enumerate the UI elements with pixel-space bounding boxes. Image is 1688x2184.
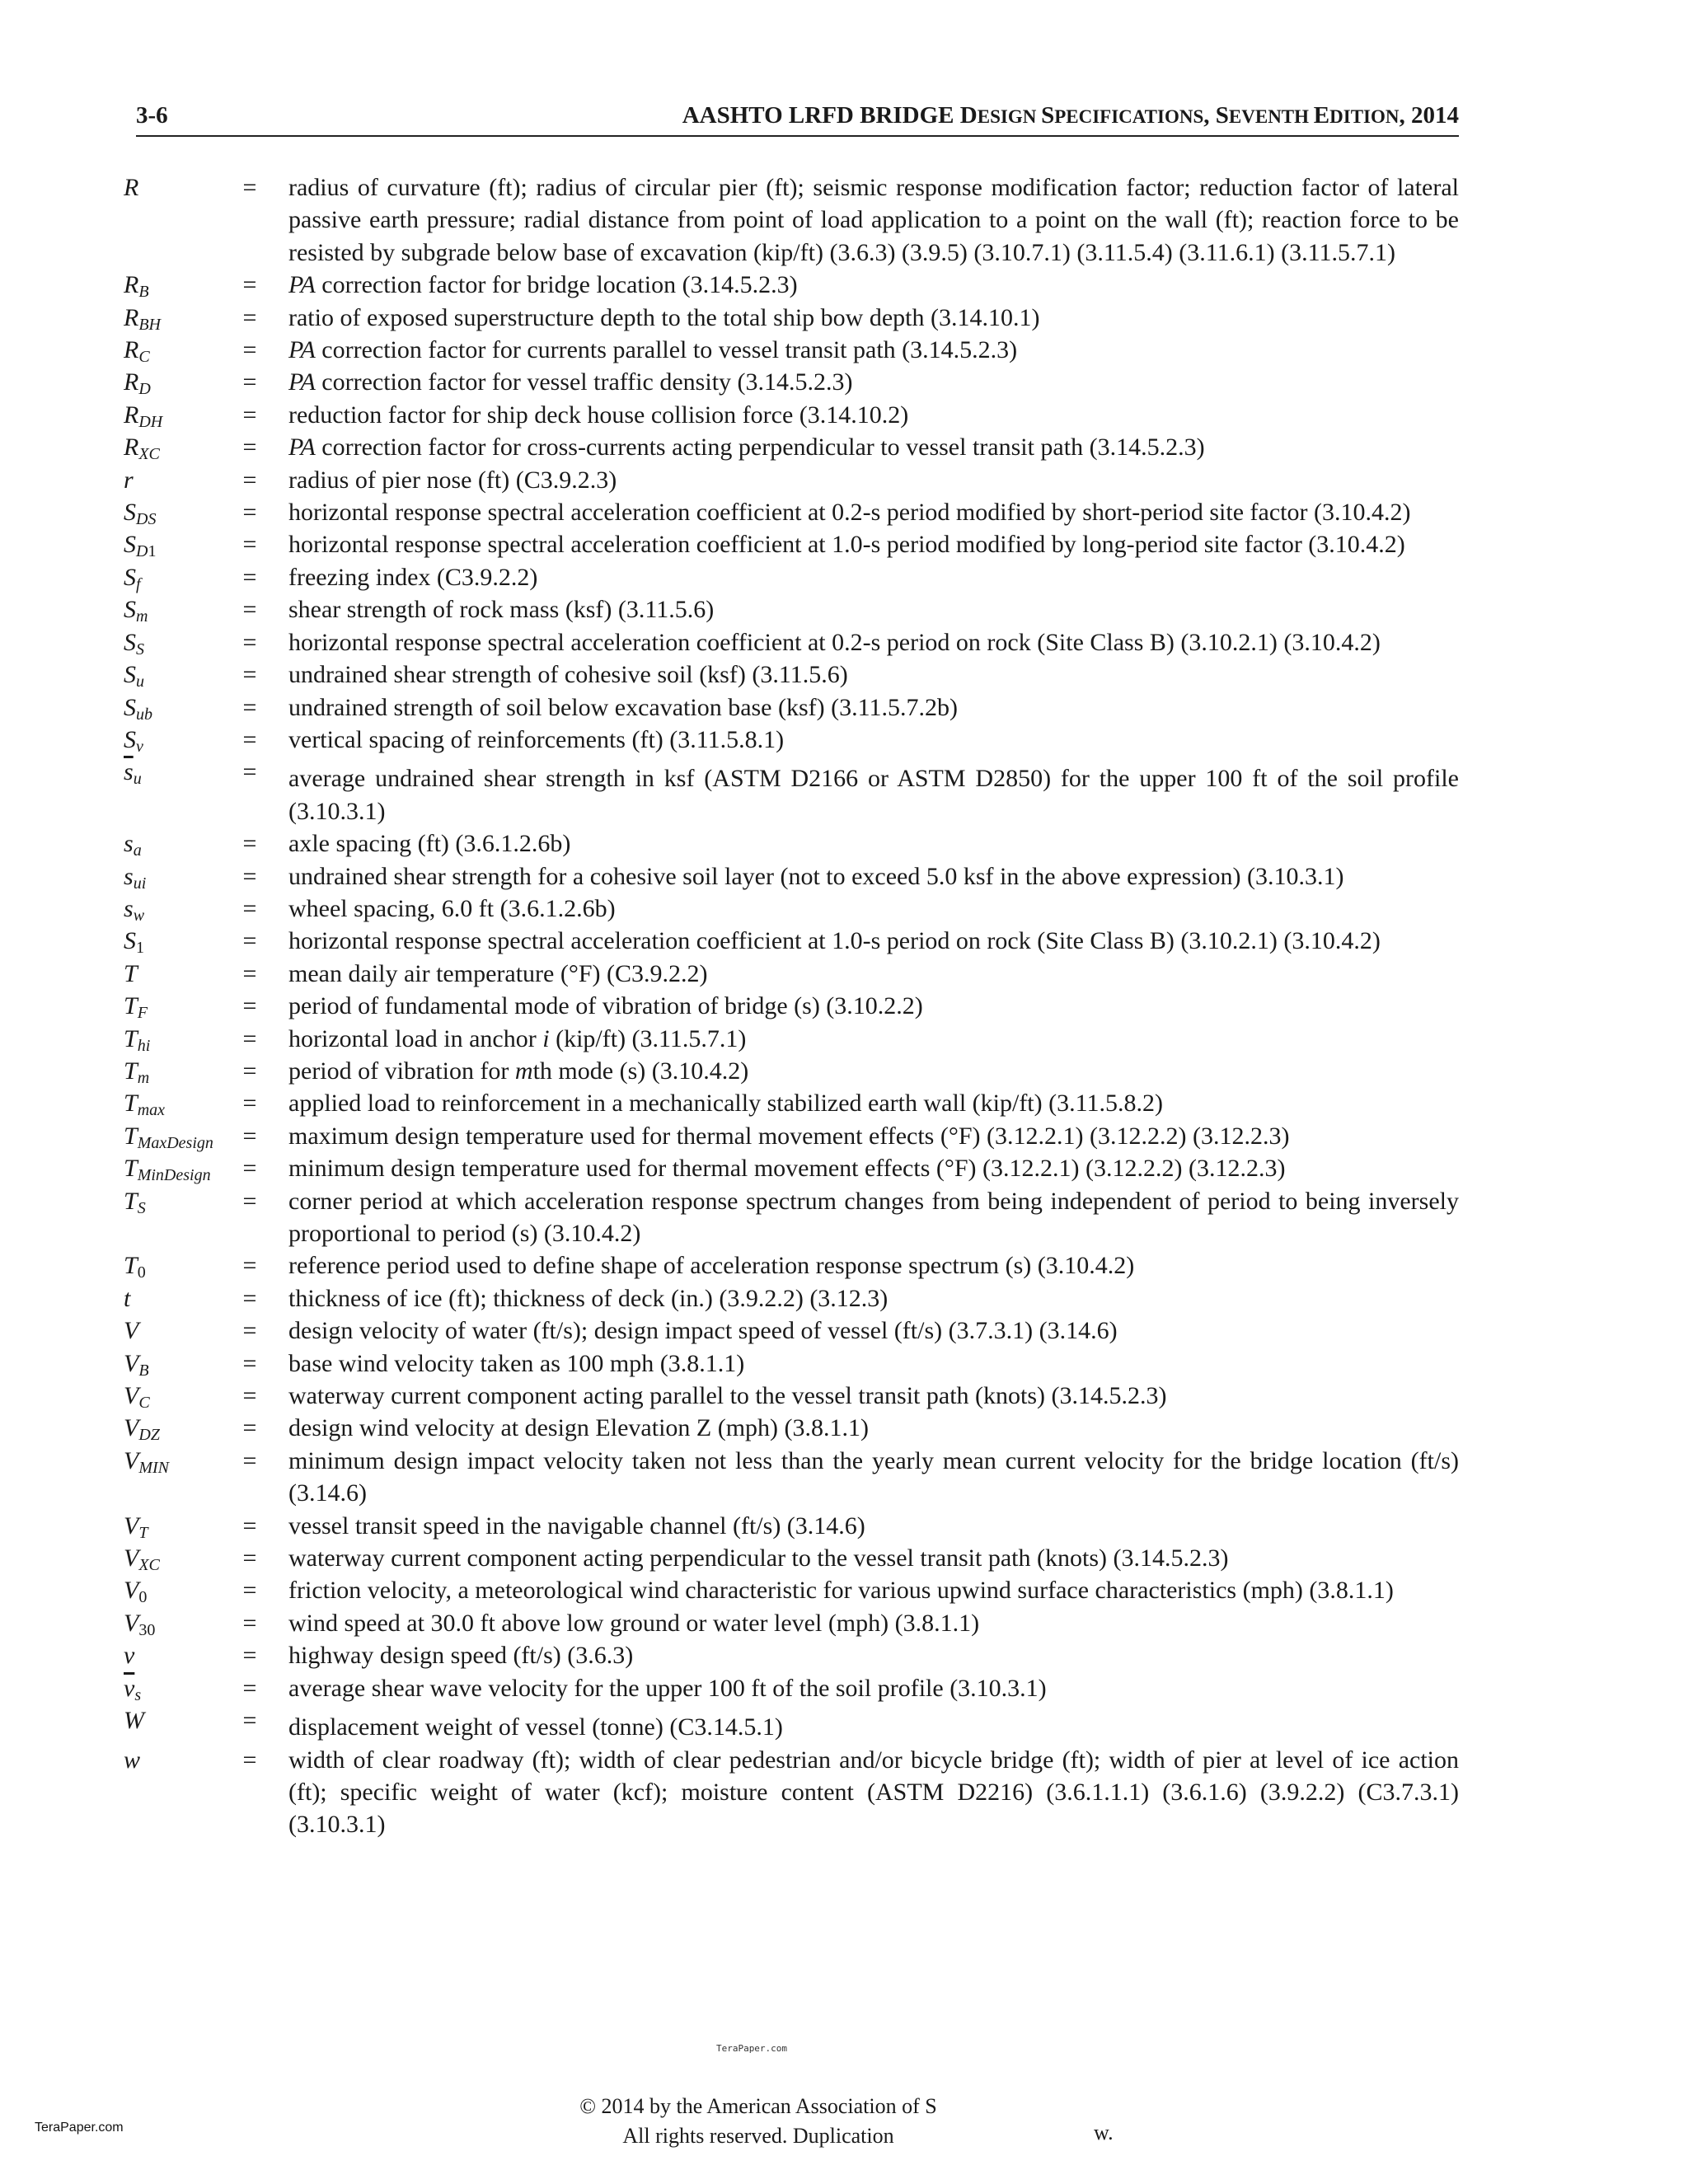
definition-text: PA correction factor for vessel traffic density (3.14.5.2.3): [288, 368, 853, 396]
equals-sign: =: [242, 1122, 257, 1150]
definition-row: [124, 464, 1459, 496]
definition-row: [124, 1542, 1459, 1574]
symbol: T: [124, 959, 138, 987]
definition-row: [124, 1380, 1459, 1412]
symbol: $T_{hi}$: [124, 1024, 151, 1055]
definition-row: [124, 1120, 1459, 1152]
symbol: $T_0$: [124, 1252, 146, 1282]
definition-row: [124, 366, 1459, 398]
definition-row: [124, 1607, 1459, 1639]
equals-sign: =: [242, 1609, 257, 1637]
symbol: $S_1$: [124, 927, 144, 958]
definition-row: [124, 528, 1459, 560]
symbol: $T_m$: [124, 1057, 150, 1087]
definition-row: [124, 1510, 1459, 1542]
definition-row: [124, 431, 1459, 463]
equals-sign: =: [242, 1674, 257, 1702]
symbol: $V_{DZ}$: [124, 1414, 160, 1445]
definition-text: radius of curvature (ft); radius of circular pier (ft); seismic response modification factor; reduction factor of lateral passive earth pressure; radial distance from point of load application to a point on the wall (ft); reaction force to be resisted by subgrade below base of excavation (kip/ft) (3.6.3) (3.9.5) (3.10.7.1) (3.11.5.4) (3.11.6.1) (3.11.5.7.1): [288, 174, 1459, 266]
definition-text: corner period at which acceleration response spectrum changes from being independent of period to being inversely proportional to period (s) (3.10.4.2): [288, 1187, 1459, 1247]
definition-row: [124, 269, 1459, 301]
definition-text: minimum design temperature used for thermal movement effects (°F) (3.12.2.1) (3.12.2.2) (3.12.2.3): [288, 1155, 1286, 1183]
symbol: $T_F$: [124, 992, 148, 1023]
equals-sign: =: [242, 862, 257, 890]
symbol: $V_T$: [124, 1511, 148, 1542]
equals-sign: =: [242, 563, 257, 591]
symbol: t: [124, 1284, 131, 1312]
definition-text: horizontal response spectral acceleration coefficient at 1.0-s period on rock (Site Class B) (3.10.2.1) (3.10.4.2): [288, 927, 1381, 955]
equals-sign: =: [242, 1642, 257, 1670]
equals-sign: =: [242, 1414, 257, 1442]
definition-row: [124, 827, 1459, 860]
symbol: W: [124, 1707, 144, 1735]
definition-text: PA correction factor for currents parallel to vessel transit path (3.14.5.2.3): [288, 336, 1018, 364]
symbol: $V_{MIN}$: [124, 1446, 169, 1477]
equals-sign: =: [242, 992, 257, 1020]
equals-sign: =: [242, 1284, 257, 1312]
symbol: w: [124, 1746, 141, 1774]
symbol: $\overline{v}_s$: [124, 1674, 142, 1704]
equals-sign: =: [242, 1090, 257, 1118]
definition-text: width of clear roadway (ft); width of clear pedestrian and/or bicycle bridge (ft); width of pier at level of ice action (ft); specific weight of water (kcf); moisture content (ASTM D2216) (3.6.1.1.1) (3.6.1.6) (3.9.2.2) (C3.7.3.1) (3.10.3.1): [288, 1746, 1459, 1839]
equals-sign: =: [242, 959, 257, 987]
symbol: $V_{30}$: [124, 1609, 156, 1639]
equals-sign: =: [242, 1057, 257, 1085]
definition-row: [124, 1574, 1459, 1606]
definition-text: average shear wave velocity for the upper 100 ft of the soil profile (3.10.3.1): [288, 1674, 1047, 1702]
symbol: $S_u$: [124, 661, 144, 691]
definition-text: horizontal response spectral acceleration coefficient at 1.0-s period modified by long-period site factor (3.10.4.2): [288, 531, 1405, 559]
definition-text: applied load to reinforcement in a mechanically stabilized earth wall (kip/ft) (3.11.5.8.2): [288, 1090, 1164, 1118]
copyright-footer: [247, 2092, 1269, 2151]
symbol: $s_a$: [124, 830, 142, 860]
definition-row: [124, 593, 1459, 626]
definition-text: wind speed at 30.0 ft above low ground or water level (mph) (3.8.1.1): [288, 1609, 980, 1637]
definition-text: undrained shear strength for a cohesive soil layer (not to exceed 5.0 ksf in the above expression) (3.10.3.1): [288, 862, 1344, 890]
definition-text: reference period used to define shape of acceleration response spectrum (s) (3.10.4.2): [288, 1252, 1135, 1280]
symbol: $T_{max}$: [124, 1090, 166, 1120]
definition-row: [124, 1152, 1459, 1184]
equals-sign: =: [242, 725, 257, 753]
definition-text: horizontal response spectral acceleration coefficient at 0.2-s period on rock (Site Class B) (3.10.2.1) (3.10.4.2): [288, 628, 1381, 656]
symbol: $V_{XC}$: [124, 1544, 160, 1575]
page-header: [136, 99, 1459, 137]
page-number: 3-6: [136, 102, 168, 129]
definition-text: average undrained shear strength in ksf (ASTM D2166 or ASTM D2850) for the upper 100 ft of the soil profile (3.10.3.1): [288, 765, 1459, 825]
equals-sign: =: [242, 1707, 257, 1735]
definition-row: [124, 1672, 1459, 1704]
definition-text: design velocity of water (ft/s); design impact speed of vessel (ft/s) (3.7.3.1) (3.14.6): [288, 1317, 1118, 1345]
equals-sign: =: [242, 1155, 257, 1183]
definition-text: undrained shear strength of cohesive soil (ksf) (3.11.5.6): [288, 661, 848, 689]
definition-text: axle spacing (ft) (3.6.1.2.6b): [288, 830, 571, 858]
symbol: $R_C$: [124, 336, 150, 367]
equals-sign: =: [242, 758, 257, 786]
definition-row: [124, 925, 1459, 957]
definition-row: [124, 1023, 1459, 1055]
symbol: $S_m$: [124, 596, 148, 626]
definition-row: [124, 399, 1459, 431]
definition-row: [124, 1315, 1459, 1347]
definition-row: [124, 302, 1459, 334]
equals-sign: =: [242, 693, 257, 721]
definition-row: [124, 1704, 1459, 1743]
symbol: $T_{MaxDesign}$: [124, 1122, 213, 1152]
definition-row: [124, 1249, 1459, 1282]
symbol: $T_{MinDesign}$: [124, 1155, 211, 1185]
definition-text: PA correction factor for bridge location (3.14.5.2.3): [288, 271, 798, 299]
definition-text: PA correction factor for cross-currents acting perpendicular to vessel transit path (3.14.5.2.3): [288, 434, 1205, 462]
definition-text: horizontal response spectral acceleration coefficient at 0.2-s period modified by short-period site factor (3.10.4.2): [288, 499, 1411, 527]
symbol: $R_D$: [124, 368, 151, 399]
definition-text: design wind velocity at design Elevation Z (mph) (3.8.1.1): [288, 1414, 870, 1442]
definition-text: base wind velocity taken as 100 mph (3.8.1.1): [288, 1349, 745, 1377]
definition-row: [124, 658, 1459, 691]
equals-sign: =: [242, 303, 257, 331]
definition-row: [124, 860, 1459, 893]
definition-row: [124, 724, 1459, 756]
equals-sign: =: [242, 434, 257, 462]
equals-sign: =: [242, 628, 257, 656]
definition-row: [124, 1347, 1459, 1380]
symbol: $R_B$: [124, 271, 149, 302]
definition-row: [124, 691, 1459, 724]
symbol: $S_{D1}$: [124, 531, 157, 561]
equals-sign: =: [242, 1349, 257, 1377]
symbol: $S_f$: [124, 563, 141, 593]
symbol: $S_S$: [124, 628, 144, 658]
symbol: V: [124, 1317, 139, 1345]
definition-row: [124, 1055, 1459, 1087]
footer-line-2-tail: w.: [1094, 2121, 1114, 2144]
definition-text: minimum design impact velocity taken not less than the yearly mean current velocity for the bridge location (ft/s) (3.14.6): [288, 1446, 1459, 1507]
definition-text: freezing index (C3.9.2.2): [288, 563, 538, 591]
definition-text: vessel transit speed in the navigable channel (ft/s) (3.14.6): [288, 1511, 865, 1540]
definition-text: displacement weight of vessel (tonne) (C3.14.5.1): [288, 1713, 783, 1741]
definition-row: [124, 1185, 1459, 1250]
definition-text: shear strength of rock mass (ksf) (3.11.5.6): [288, 596, 715, 624]
equals-sign: =: [242, 368, 257, 396]
definition-row: [124, 626, 1459, 658]
watermark-text: TeraPaper.com: [715, 2043, 788, 2054]
equals-sign: =: [242, 1577, 257, 1605]
definition-row: [124, 561, 1459, 593]
definition-text: thickness of ice (ft); thickness of deck (in.) (3.9.2.2) (3.12.3): [288, 1284, 889, 1312]
symbol: $R_{BH}$: [124, 303, 161, 334]
equals-sign: =: [242, 1382, 257, 1410]
symbol: $S_{ub}$: [124, 693, 152, 724]
symbol: $V_0$: [124, 1577, 148, 1607]
definition-text: period of fundamental mode of vibration of bridge (s) (3.10.2.2): [288, 992, 923, 1020]
equals-sign: =: [242, 1544, 257, 1572]
equals-sign: =: [242, 1511, 257, 1540]
symbol: $V_B$: [124, 1349, 149, 1380]
equals-sign: =: [242, 830, 257, 858]
definition-text: maximum design temperature used for thermal movement effects (°F) (3.12.2.1) (3.12.2.2) (3.12.2.3): [288, 1122, 1290, 1150]
running-title: AASHTO LRFD BRIDGE DESIGN SPECIFICATIONS, SEVENTH EDITION, 2014: [682, 102, 1459, 129]
symbol: R: [124, 174, 139, 201]
equals-sign: =: [242, 1746, 257, 1774]
definition-row: [124, 958, 1459, 990]
definition-text: friction velocity, a meteorological wind characteristic for various upwind surface characteristics (mph) (3.8.1.1): [288, 1577, 1394, 1605]
equals-sign: =: [242, 174, 257, 201]
definition-row: [124, 1639, 1459, 1671]
equals-sign: =: [242, 1024, 257, 1052]
footer-line-2: All rights reserved. Duplication: [622, 2124, 894, 2148]
equals-sign: =: [242, 499, 257, 527]
equals-sign: =: [242, 1317, 257, 1345]
symbol: $T_S$: [124, 1187, 146, 1217]
symbol: $R_{XC}$: [124, 434, 160, 464]
equals-sign: =: [242, 271, 257, 299]
footer-line-1: © 2014 by the American Association of S: [579, 2094, 937, 2118]
equals-sign: =: [242, 466, 257, 494]
definition-text: vertical spacing of reinforcements (ft) (3.11.5.8.1): [288, 725, 785, 753]
symbol: $s_w$: [124, 894, 145, 925]
definition-row: [124, 334, 1459, 366]
equals-sign: =: [242, 1446, 257, 1474]
definition-text: radius of pier nose (ft) (C3.9.2.3): [288, 466, 617, 494]
equals-sign: =: [242, 661, 257, 689]
definition-row: [124, 1087, 1459, 1119]
symbol: $S_{DS}$: [124, 499, 157, 529]
symbol: $S_v$: [124, 725, 143, 756]
definition-row: [124, 171, 1459, 269]
definition-text: wheel spacing, 6.0 ft (3.6.1.2.6b): [288, 894, 616, 922]
equals-sign: =: [242, 596, 257, 624]
equals-sign: =: [242, 336, 257, 364]
symbol: r: [124, 466, 134, 494]
equals-sign: =: [242, 401, 257, 429]
site-label: TeraPaper.com: [35, 2121, 124, 2135]
definition-row: [124, 893, 1459, 925]
equals-sign: =: [242, 927, 257, 955]
definition-text: mean daily air temperature (°F) (C3.9.2.2): [288, 959, 708, 987]
definition-row: [124, 1445, 1459, 1510]
definition-row: [124, 496, 1459, 528]
definition-text: undrained strength of soil below excavation base (ksf) (3.11.5.7.2b): [288, 693, 959, 721]
definition-text: period of vibration for mth mode (s) (3.10.4.2): [288, 1057, 749, 1085]
symbol: $\overline{s}_u$: [124, 758, 142, 789]
definition-text: highway design speed (ft/s) (3.6.3): [288, 1642, 634, 1670]
definition-text: ratio of exposed superstructure depth to the total ship bow depth (3.14.10.1): [288, 303, 1040, 331]
definition-row: [124, 990, 1459, 1022]
symbol: $V_C$: [124, 1382, 150, 1413]
equals-sign: =: [242, 1187, 257, 1215]
definition-row: [124, 1282, 1459, 1315]
definition-row: [124, 1744, 1459, 1841]
definition-text: reduction factor for ship deck house collision force (3.14.10.2): [288, 401, 909, 429]
equals-sign: =: [242, 1252, 257, 1280]
equals-sign: =: [242, 531, 257, 559]
equals-sign: =: [242, 894, 257, 922]
definition-text: waterway current component acting perpendicular to the vessel transit path (knots) (3.14.5.2.3): [288, 1544, 1229, 1572]
symbol: v: [124, 1642, 135, 1670]
definition-text: waterway current component acting parallel to the vessel transit path (knots) (3.14.5.2.3): [288, 1382, 1167, 1410]
symbol: $s_{ui}$: [124, 862, 147, 893]
notation-list: [124, 171, 1459, 1841]
definition-row: [124, 1412, 1459, 1444]
definition-text: horizontal load in anchor i (kip/ft) (3.11.5.7.1): [288, 1024, 747, 1052]
symbol: $R_{DH}$: [124, 401, 163, 431]
definition-row: [124, 756, 1459, 827]
